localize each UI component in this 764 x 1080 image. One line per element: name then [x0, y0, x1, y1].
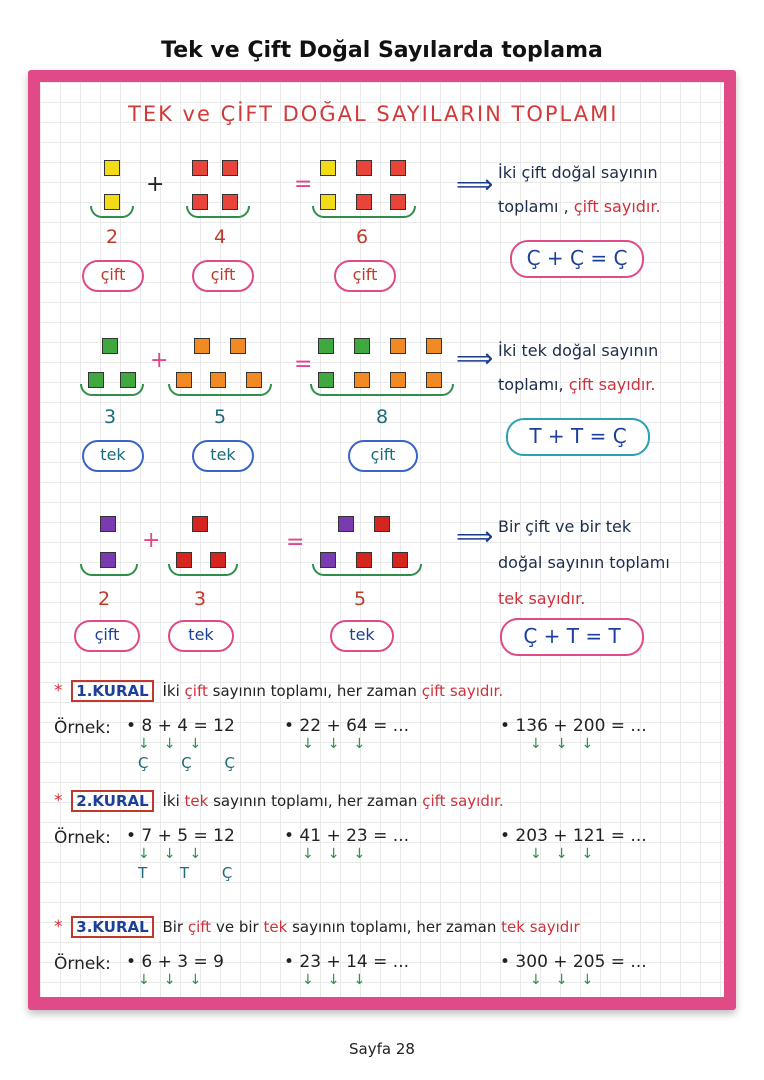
rule-text-line1: İki tek doğal sayının — [498, 341, 659, 360]
brace — [186, 206, 250, 218]
equals-sign: = — [294, 352, 313, 377]
label-cloud: tek — [82, 440, 144, 472]
example-1: • 8 + 4 = 12 — [126, 716, 235, 736]
brace — [80, 564, 138, 576]
example-label: Örnek: — [54, 828, 111, 848]
example-2: • 41 + 23 = ... — [284, 826, 410, 846]
rule-label: 3.KURAL — [71, 916, 153, 938]
example-1: • 7 + 5 = 12 — [126, 826, 235, 846]
brace — [310, 384, 454, 396]
sheet-heading: TEK ve ÇİFT DOĞAL SAYILARIN TOPLAMI — [128, 102, 619, 126]
green-square — [354, 338, 370, 354]
rule-text-line2: toplamı, çift sayıdır. — [498, 375, 656, 394]
label-cloud: çift — [334, 260, 396, 292]
red-square — [356, 160, 372, 176]
label-cloud: çift — [348, 440, 418, 472]
down-arrows-icon: ↓↓↓ — [530, 846, 608, 862]
page-title: Tek ve Çift Doğal Sayılarda toplama — [161, 38, 603, 63]
rule-text-line3: tek sayıdır. — [498, 589, 586, 608]
page-number: Sayfa 28 — [349, 1040, 415, 1058]
rule-statement: * 1.KURAL İki çift sayının toplamı, her zaman çift sayıdır. — [54, 681, 504, 701]
down-arrows-icon: ↓↓↓ — [302, 846, 380, 862]
down-arrows-icon: ↓↓↓ — [302, 972, 380, 988]
down-arrows-icon: ↓↓↓ — [530, 972, 608, 988]
rule-text-line1: İki çift doğal sayının — [498, 163, 658, 182]
red-square — [192, 516, 208, 532]
label-cloud: çift — [192, 260, 254, 292]
label-cloud: çift — [82, 260, 144, 292]
example-2: • 22 + 64 = ... — [284, 716, 410, 736]
rule-text-line2: doğal sayının toplamı — [498, 553, 670, 572]
number-a: 2 — [105, 226, 119, 248]
formula-cloud: Ç + Ç = Ç — [510, 240, 644, 278]
label-cloud: tek — [192, 440, 254, 472]
label-cloud: çift — [74, 620, 140, 652]
orange-square — [390, 338, 406, 354]
rule-statement: * 2.KURAL İki tek sayının toplamı, her zaman çift sayıdır. — [54, 791, 504, 811]
brace — [168, 564, 238, 576]
grid-sheet — [40, 82, 724, 997]
green-square — [102, 338, 118, 354]
down-arrows-icon: ↓↓↓ — [530, 736, 608, 752]
down-arrows-icon: ↓↓↓ — [302, 736, 380, 752]
brace — [80, 384, 144, 396]
red-square — [374, 516, 390, 532]
example-1: • 6 + 3 = 9 — [126, 952, 224, 972]
brace — [90, 206, 134, 218]
number-sum: 5 — [353, 588, 367, 610]
example-label: Örnek: — [54, 718, 111, 738]
example-3: • 203 + 121 = ... — [500, 826, 647, 846]
rule-text-line1: Bir çift ve bir tek — [498, 517, 632, 536]
orange-square — [230, 338, 246, 354]
plus-sign: + — [142, 528, 161, 553]
brace — [168, 384, 272, 396]
number-a: 3 — [103, 406, 117, 428]
yellow-square — [320, 160, 336, 176]
rule-label: 1.KURAL — [71, 680, 153, 702]
number-sum: 6 — [355, 226, 369, 248]
down-arrows-icon: ↓↓↓ — [138, 736, 216, 752]
example-2: • 23 + 14 = ... — [284, 952, 410, 972]
implies-arrow-icon: ⟹ — [456, 344, 494, 374]
implies-arrow-icon: ⟹ — [456, 522, 494, 552]
number-sum: 8 — [375, 406, 389, 428]
purple-square — [100, 516, 116, 532]
label-cloud: tek — [168, 620, 234, 652]
red-square — [192, 160, 208, 176]
equals-sign: = — [286, 530, 305, 555]
orange-square — [426, 338, 442, 354]
plus-sign: + — [150, 348, 169, 373]
example-3: • 136 + 200 = ... — [500, 716, 647, 736]
rule-text-line2: toplamı , çift sayıdır. — [498, 197, 661, 216]
plus-sign: + — [146, 172, 165, 197]
orange-square — [194, 338, 210, 354]
brace — [312, 206, 416, 218]
rule-statement: * 3.KURAL Bir çift ve bir tek sayının toplamı, her zaman tek sayıdır — [54, 917, 580, 937]
number-b: 4 — [213, 226, 227, 248]
brace — [312, 564, 422, 576]
example-3: • 300 + 205 = ... — [500, 952, 647, 972]
label-cloud: tek — [330, 620, 394, 652]
purple-square — [338, 516, 354, 532]
yellow-square — [104, 160, 120, 176]
formula-cloud: T + T = Ç — [506, 418, 650, 456]
down-arrows-icon: ↓↓↓ — [138, 846, 216, 862]
green-square — [318, 338, 334, 354]
rule-label: 2.KURAL — [71, 790, 153, 812]
number-a: 2 — [97, 588, 111, 610]
implies-arrow-icon: ⟹ — [456, 170, 494, 200]
down-arrows-icon: ↓↓↓ — [138, 972, 216, 988]
parity-marks: Ç Ç Ç — [138, 754, 249, 772]
red-square — [390, 160, 406, 176]
number-b: 5 — [213, 406, 227, 428]
red-square — [222, 160, 238, 176]
parity-marks: T T Ç — [138, 864, 247, 882]
equals-sign: = — [294, 172, 313, 197]
example-label: Örnek: — [54, 954, 111, 974]
number-b: 3 — [193, 588, 207, 610]
formula-cloud: Ç + T = T — [500, 618, 644, 656]
